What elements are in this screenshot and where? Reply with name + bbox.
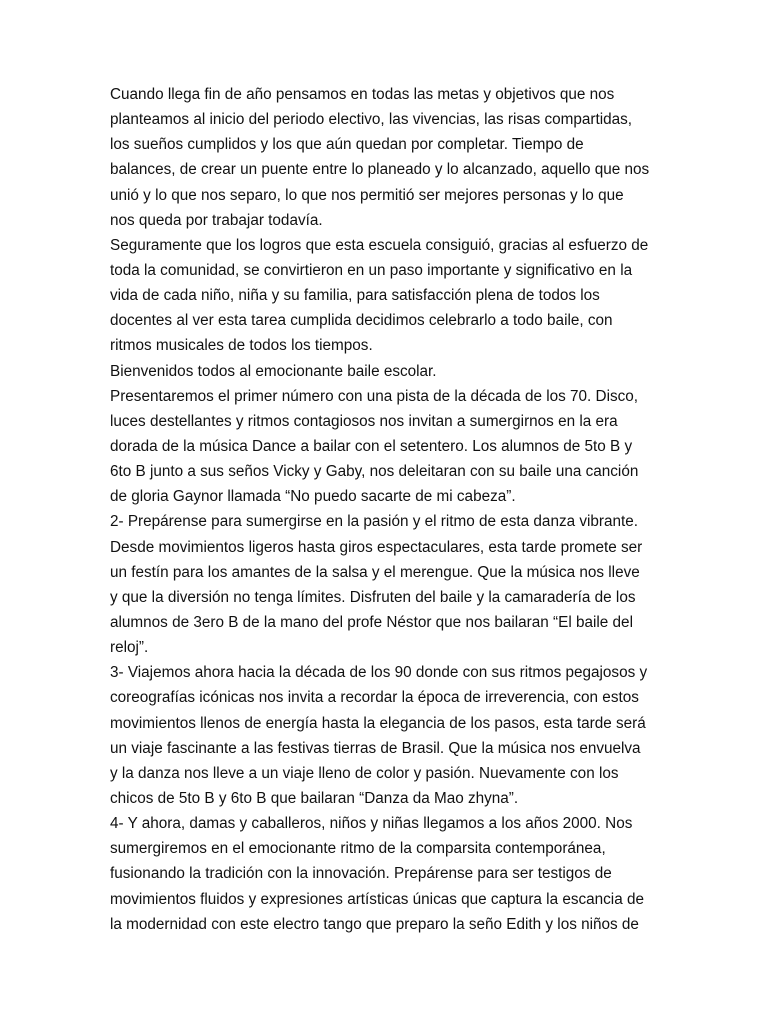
text-line-19: Desde movimientos ligeros hasta giros espectaculares, esta tarde promete ser (110, 538, 643, 556)
text-line-27: un viaje fascinante a las festivas tierras de Brasil. Que la música nos envuelva (110, 739, 641, 757)
text-line-10: docentes al ver esta tarea cumplida decidimos celebrarlo a todo baile, con (110, 312, 613, 330)
text-line-4: balances, de crear un puente entre lo planeado y lo alcanzado, aquello que nos (110, 161, 650, 179)
text-line-26: movimientos llenos de energía hasta la elegancia de los pasos, esta tarde será (110, 714, 646, 732)
text-line-33: movimientos fluidos y expresiones artísticas únicas que captura la escancia de (110, 890, 644, 908)
text-line-8: toda la comunidad, se convirtieron en un paso importante y significativo en la (110, 261, 633, 279)
text-line-32: fusionando la tradición con la innovación. Prepárense para ser testigos de (110, 865, 612, 883)
text-line-17: de gloria Gaynor llamada “No puedo sacarte de mi cabeza”. (110, 488, 516, 506)
text-line-3: los sueños cumplidos y los que aún quedan por completar. Tiempo de (110, 136, 584, 154)
text-line-28: y la danza nos lleve a un viaje lleno de color y pasión. Nuevamente con los (110, 764, 619, 782)
text-line-24: 3- Viajemos ahora hacia la década de los 90 donde con sus ritmos pegajosos y (110, 664, 648, 682)
text-line-6: nos queda por trabajar todavía. (110, 211, 323, 229)
text-line-5: unió y lo que nos separo, lo que nos permitió ser mejores personas y lo que (110, 186, 624, 204)
text-line-12: Bienvenidos todos al emocionante baile escolar. (110, 362, 437, 380)
text-line-25: coreografías icónicas nos invita a recordar la época de irreverencia, con estos (110, 689, 639, 707)
text-line-31: sumergiremos en el emocionante ritmo de la comparsita contemporánea, (110, 840, 606, 858)
text-line-7: Seguramente que los logros que esta escuela consiguió, gracias al esfuerzo de (110, 236, 649, 254)
text-line-23: reloj”. (110, 639, 149, 657)
text-line-13: Presentaremos el primer número con una pista de la década de los 70. Disco, (110, 387, 639, 405)
text-line-16: 6to B junto a sus seños Vicky y Gaby, nos deleitaran con su baile una canción (110, 463, 639, 481)
text-line-29: chicos de 5to B y 6to B que bailaran “Danza da Mao zhyna”. (110, 789, 519, 807)
text-line-34: la modernidad con este electro tango que preparo la seño Edith y los niños de (110, 915, 639, 933)
text-line-14: luces destellantes y ritmos contagiosos nos invitan a sumergirnos en la era (110, 412, 618, 430)
text-line-30: 4- Y ahora, damas y caballeros, niños y niñas llegamos a los años 2000. Nos (110, 815, 633, 833)
text-line-1: Cuando llega fin de año pensamos en todas las metas y objetivos que nos (110, 86, 615, 103)
text-line-18: 2- Prepárense para sumergirse en la pasión y el ritmo de esta danza vibrante. (110, 513, 639, 531)
text-line-9: vida de cada niño, niña y su familia, para satisfacción plena de todos los (110, 287, 600, 305)
text-line-11: ritmos musicales de todos los tiempos. (110, 337, 373, 355)
text-line-22: alumnos de 3ero B de la mano del profe Néstor que nos bailaran “El baile del (110, 613, 633, 631)
document-body (110, 82, 662, 937)
text-line-2: planteamos al inicio del periodo electivo, las vivencias, las risas compartidas, (110, 111, 633, 129)
text-line-15: dorada de la música Dance a bailar con el setentero. Los alumnos de 5to B y (110, 437, 633, 455)
text-line-20: un festín para los amantes de la salsa y el merengue. Que la música nos lleve (110, 563, 640, 581)
text-line-21: y que la diversión no tenga límites. Disfruten del baile y la camaradería de los (110, 588, 636, 606)
